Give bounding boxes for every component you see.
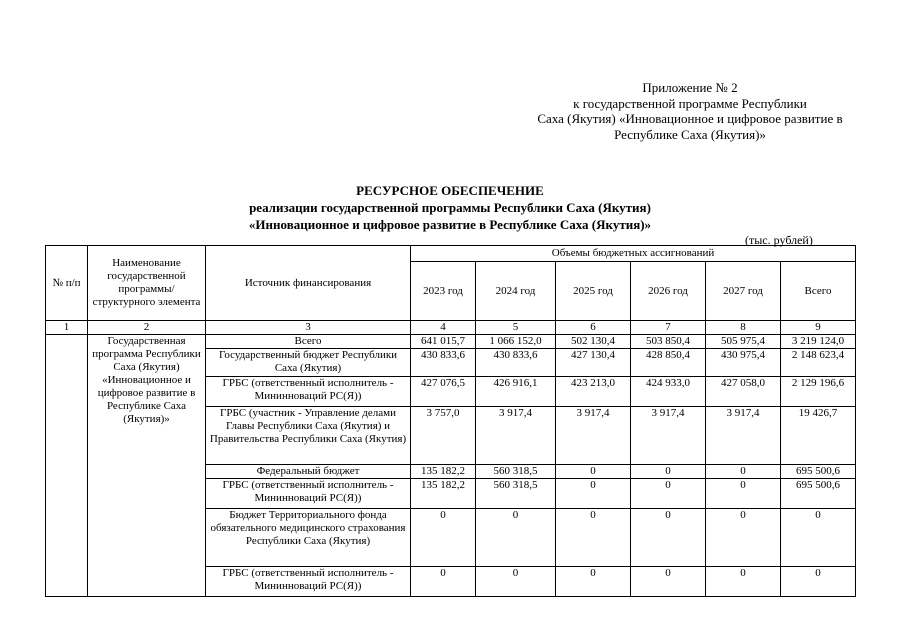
col-number: 8 [706,321,781,335]
title-line: «Инновационное и цифровое развитие в Республике Саха (Якутия)» [248,217,652,232]
appendix-line: Приложение № 2 [642,80,738,95]
value-cell: 135 182,2 [411,479,476,509]
value-cell: 503 850,4 [631,335,706,349]
units-label: (тыс. рублей) [745,233,813,247]
row-number [46,335,88,597]
value-cell: 0 [781,509,856,567]
col-number: 7 [631,321,706,335]
value-cell: 424 933,0 [631,377,706,407]
appendix-line: Республике Саха (Якутия)» [614,126,766,142]
value-cell: 430 833,6 [476,349,556,377]
source-cell: ГРБС (ответственный исполнитель - Мининноваций РС(Я)) [206,479,411,509]
value-cell: 0 [706,509,781,567]
document-title [190,182,710,233]
source-cell: ГРБС (участник - Управление делами Главы Республики Саха (Якутия) и Правительства Республики Саха (Якутия) [206,407,411,465]
appendix-line: Саха (Якутия) «Инновационное и цифровое развитие в [537,111,843,126]
value-cell: 695 500,6 [781,479,856,509]
header-name: Наименование государственной программы/ структурного элемента [88,246,206,321]
col-number: 6 [556,321,631,335]
value-cell: 135 182,2 [411,465,476,479]
source-cell: Бюджет Территориального фонда обязательного медицинского страхования Республики Саха (Якутия) [206,509,411,567]
appendix-line: к государственной программе Республики [573,95,807,111]
value-cell: 426 916,1 [476,377,556,407]
value-cell: 505 975,4 [706,335,781,349]
col-number: 9 [781,321,856,335]
value-cell: 19 426,7 [781,407,856,465]
value-cell: 0 [631,479,706,509]
value-cell: 0 [631,509,706,567]
source-cell: ГРБС (ответственный исполнитель - Мининноваций РС(Я)) [206,377,411,407]
value-cell: 427 130,4 [556,349,631,377]
value-cell: 560 318,5 [476,479,556,509]
header-year: 2027 год [706,262,781,321]
header-year: Всего [781,262,856,321]
source-cell: Всего [206,335,411,349]
col-number: 1 [46,321,88,335]
value-cell: 0 [706,567,781,597]
value-cell: 641 015,7 [411,335,476,349]
value-cell: 427 076,5 [411,377,476,407]
value-cell: 3 219 124,0 [781,335,856,349]
col-number: 3 [206,321,411,335]
value-cell: 0 [411,509,476,567]
value-cell: 1 066 152,0 [476,335,556,349]
header-num: № п/п [46,246,88,321]
header-source: Источник финансирования [206,246,411,321]
title-line: РЕСУРСНОЕ ОБЕСПЕЧЕНИЕ [356,183,544,198]
col-number: 5 [476,321,556,335]
value-cell: 3 917,4 [706,407,781,465]
value-cell: 0 [556,567,631,597]
value-cell: 0 [476,567,556,597]
value-cell: 0 [556,479,631,509]
value-cell: 0 [706,465,781,479]
value-cell: 2 129 196,6 [781,377,856,407]
value-cell: 3 917,4 [476,407,556,465]
col-number: 2 [88,321,206,335]
source-cell: ГРБС (ответственный исполнитель - Мининноваций РС(Я)) [206,567,411,597]
value-cell: 2 148 623,4 [781,349,856,377]
value-cell: 0 [706,479,781,509]
value-cell: 3 917,4 [631,407,706,465]
header-year: 2023 год [411,262,476,321]
value-cell: 0 [781,567,856,597]
value-cell: 3 917,4 [556,407,631,465]
resource-table [45,245,856,597]
value-cell: 0 [411,567,476,597]
header-year: 2025 год [556,262,631,321]
value-cell: 0 [556,465,631,479]
title-line: реализации государственной программы Республики Саха (Якутия) [249,200,651,215]
col-number: 4 [411,321,476,335]
header-year: 2024 год [476,262,556,321]
value-cell: 430 833,6 [411,349,476,377]
value-cell: 695 500,6 [781,465,856,479]
value-cell: 3 757,0 [411,407,476,465]
value-cell: 0 [556,509,631,567]
value-cell: 0 [476,509,556,567]
value-cell: 423 213,0 [556,377,631,407]
value-cell: 427 058,0 [706,377,781,407]
header-year: 2026 год [631,262,706,321]
program-name: Государственная программа Республики Саха (Якутия) «Инновационное и цифровое развитие в Республике Саха (Якутия)» [88,335,206,597]
value-cell: 428 850,4 [631,349,706,377]
appendix-header [505,80,875,142]
value-cell: 0 [631,567,706,597]
value-cell: 502 130,4 [556,335,631,349]
value-cell: 0 [631,465,706,479]
header-volumes: Объемы бюджетных ассигнований [411,246,856,262]
source-cell: Федеральный бюджет [206,465,411,479]
source-cell: Государственный бюджет Республики Саха (Якутия) [206,349,411,377]
value-cell: 430 975,4 [706,349,781,377]
value-cell: 560 318,5 [476,465,556,479]
